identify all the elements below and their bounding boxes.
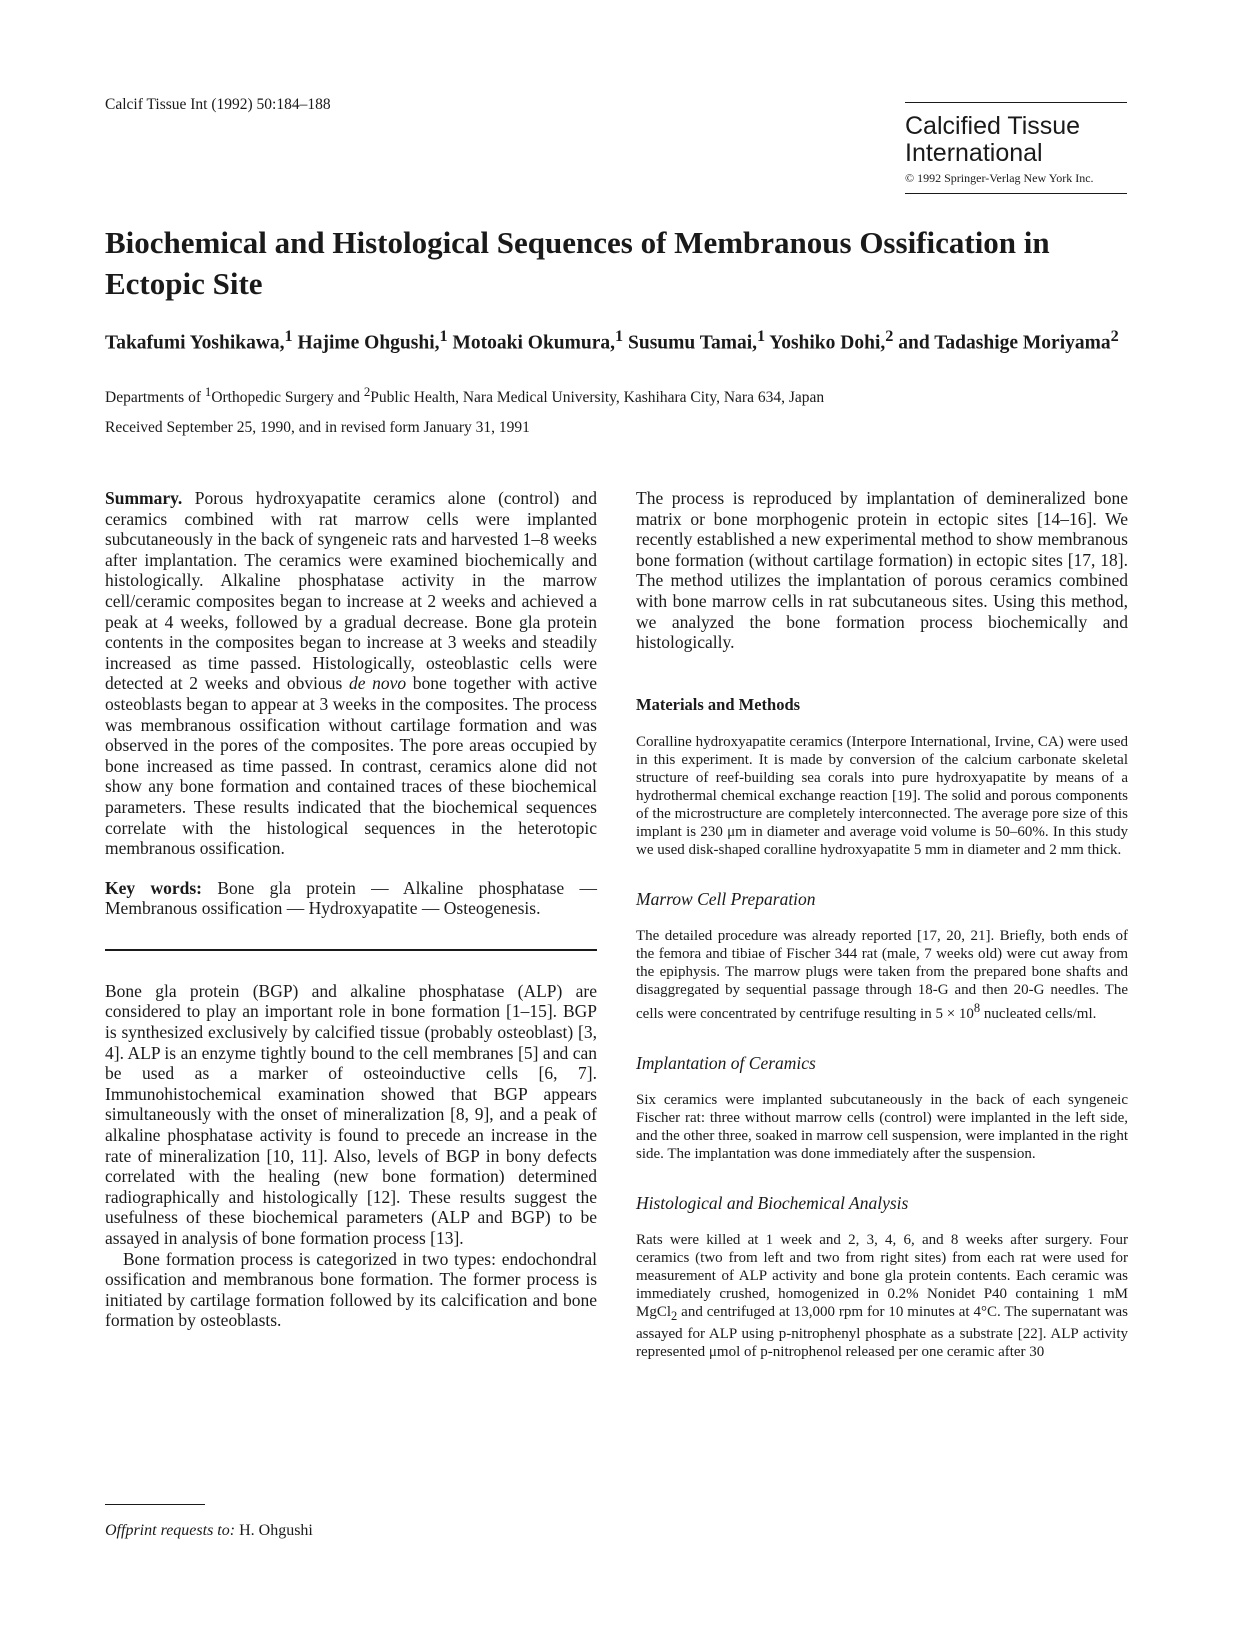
subheading-histological-analysis: Histological and Biochemical Analysis [636, 1192, 909, 1213]
section-divider [105, 949, 597, 951]
affiliation-dept-1: Orthopedic Surgery and [211, 389, 364, 407]
intro-paragraph-2: Bone formation process is categorized in two types: endochondral ossification and membranous bone formation. The former process is initiated by cartilage formation followed by its calcification and bone formation by osteoblasts. [105, 1248, 597, 1331]
methods-text: nucleated cells/ml. [980, 1005, 1097, 1022]
article-title: Biochemical and Histological Sequences of Membranous Ossification in Ectopic Site [105, 225, 1050, 301]
summary-paragraph [105, 488, 597, 859]
footnote-label: Offprint requests to: [105, 1522, 236, 1539]
author-name: and Tadashige Moriyama [898, 332, 1111, 354]
methods-text: The detailed procedure was already reported [17, 20, 21]. Briefly, both ends of the femora and tibiae of Fischer 344 rat (male, 7 weeks old) were cut away from the epiphysis. The marrow plugs were taken from the prepared bone shafts and disaggregated by sequential passage through 18-G and then 20-G needles. The cells were concentrated by centrifuge resulting in 5 × 10 [636, 927, 1128, 1022]
methods-heading: Materials and Methods [636, 694, 801, 714]
summary-italic-term: de novo [348, 673, 407, 694]
footnote-name: H. Ohgushi [235, 1522, 313, 1539]
summary-label: Summary. [105, 488, 183, 508]
subscript: 2 [671, 1308, 678, 1323]
footnote-divider [105, 1504, 205, 1505]
intro-paragraph-3: The process is reproduced by implantation of demineralized bone matrix or bone morphogenic protein in ectopic sites [14–16]. We recently established a new experimental method to show membranous bone formation (without cartilage formation) in ectopic sites [17, 18]. The method utilizes the implantation of porous ceramics combined with bone marrow cells in rat subcutaneous sites. Using this method, we analyzed the bone formation process biochemically and histologically. [636, 488, 1128, 653]
methods-paragraph-4 [636, 1231, 1128, 1361]
keywords-text: Bone gla protein — Alkaline phosphatase — Membranous ossification — Hydroxyapatite — Osteogenesis. [105, 877, 597, 919]
received-date: Received September 25, 1990, and in revised form January 31, 1991 [105, 419, 530, 436]
methods-text: of p-nitrophenol released per one ceramic after 30 [740, 1343, 1045, 1360]
author-affiliation-mark: 2 [1110, 327, 1119, 345]
affiliation-mark: 2 [363, 384, 371, 399]
affiliation-dept-2: Public Health, Nara Medical University, Kashihara City, Nara 634, Japan [370, 389, 825, 407]
journal-name-line1: Calcified Tissue [905, 112, 1081, 140]
offprint-footnote [105, 1522, 313, 1540]
affiliation-prefix: Departments of [105, 389, 205, 407]
author-affiliation-mark: 1 [439, 327, 448, 345]
summary-text-1: Porous hydroxyapatite ceramics alone (control) and ceramics combined with rat marrow cells were implanted subcutaneously in the back of syngeneic rats and harvested 1–8 weeks after implantation. The ceramics were examined biochemically and histologically. Alkaline phosphatase activity in the marrow cell/ceramic composites began to increase at 2 weeks and achieved a peak at 4 weeks, followed by a gradual decrease. Bone gla protein contents in the composites began to increase at 3 weeks and steadily increased as time passed. Histologically, osteoblastic cells were detected at 2 weeks and obvious [105, 488, 597, 694]
affiliations [105, 384, 1145, 407]
journal-logo-box [905, 102, 1127, 194]
summary-text-2: bone together with active osteoblasts began to appear at 3 weeks in the composites. The process was membranous ossification without cartilage formation and was observed in the pores of the composites. The pore areas occupied by bone increased as time passed. In contrast, ceramics alone did not show any bone formation and contained traces of these biochemical parameters. These results indicated that the biochemical sequences correlate with the histological sequences in the heterotopic membranous ossification. [105, 673, 597, 859]
keywords-label: Key words: [105, 877, 202, 898]
exponent: 8 [973, 1000, 981, 1015]
subheading-implantation: Implantation of Ceramics [636, 1052, 816, 1073]
methods-text: Rats were killed at 1 week and 2, 3, 4, 6, and 8 weeks after surgery. Four ceramics (two from left and two from right sites) from each rat were used for measurement of ALP activity and bone gla protein contents. Each ceramic was immediately crushed, homogenized in 0.2% Nonidet P40 containing 1 mM MgCl [636, 1231, 1128, 1320]
author-list [105, 322, 1145, 358]
journal-name-line2: International [905, 139, 1043, 167]
methods-text: and centrifuged at 13,000 rpm for 10 minutes at 4°C. The supernatant was assayed for ALP using p-nitrophenyl phosphate as a substrate [22]. ALP activity represented [636, 1303, 1128, 1360]
author-name: Yoshiko Dohi, [769, 332, 886, 354]
unit-symbol: μm [727, 823, 747, 840]
journal-citation: Calcif Tissue Int (1992) 50:184–188 [105, 96, 331, 113]
author-affiliation-mark: 1 [615, 327, 624, 345]
unit-symbol: μmol [708, 1343, 741, 1360]
affiliation-mark: 1 [204, 384, 212, 399]
subheading-marrow-cell-preparation: Marrow Cell Preparation [636, 888, 816, 909]
right-column [636, 488, 1128, 1361]
author-name: Motoaki Okumura, [452, 332, 615, 354]
keywords-paragraph [105, 878, 597, 919]
author-name: Hajime Ohgushi, [297, 332, 440, 354]
author-affiliation-mark: 1 [284, 327, 293, 345]
left-column [105, 488, 597, 1331]
copyright-notice: © 1992 Springer-Verlag New York Inc. [905, 171, 1094, 185]
author-name: Susumu Tamai, [628, 332, 757, 354]
methods-paragraph-1 [636, 733, 1128, 859]
author-name: Takafumi Yoshikawa, [105, 332, 285, 354]
methods-paragraph-2 [636, 927, 1128, 1023]
author-affiliation-mark: 1 [757, 327, 766, 345]
methods-paragraph-3: Six ceramics were implanted subcutaneously in the back of each syngeneic Fischer rat: three without marrow cells (control) were implanted in the left side, and the other three, soaked in marrow cell suspension, were implanted in the right side. The implantation was done immediately after the suspension. [636, 1091, 1128, 1162]
author-affiliation-mark: 2 [885, 327, 894, 345]
methods-text: Coralline hydroxyapatite ceramics (Interpore International, Irvine, CA) were used in this experiment. It is made by conversion of the calcium carbonate skeletal structure of reef-building sea corals into pure hydroxyapatite by means of a hydrothermal chemical exchange reaction [19]. The solid and porous components of the microstructure are completely interconnected. The average pore size of this implant is 230 [636, 733, 1128, 840]
methods-text: in diameter and average void volume is 50–60%. In this study we used disk-shaped coralline hydroxyapatite 5 mm in diameter and 2 mm thick. [636, 823, 1128, 858]
intro-paragraph-1: Bone gla protein (BGP) and alkaline phosphatase (ALP) are considered to play an important role in bone formation [1–15]. BGP is synthesized exclusively by calcified tissue (probably osteoblast) [3, 4]. ALP is an enzyme tightly bound to the cell membranes [5] and can be used as a marker of osteoinductive cells [6, 7]. Immunohistochemical examination showed that BGP appears simultaneously with the onset of mineralization [8, 9], and a peak of alkaline phosphatase activity is found to precede an increase in the rate of mineralization [10, 11]. Also, levels of BGP in bony defects correlated with the healing (new bone formation) determined radiographically and histologically [12]. These results suggest the usefulness of these biochemical parameters (ALP and BGP) to be assayed in analysis of bone formation process [13]. [105, 980, 597, 1248]
